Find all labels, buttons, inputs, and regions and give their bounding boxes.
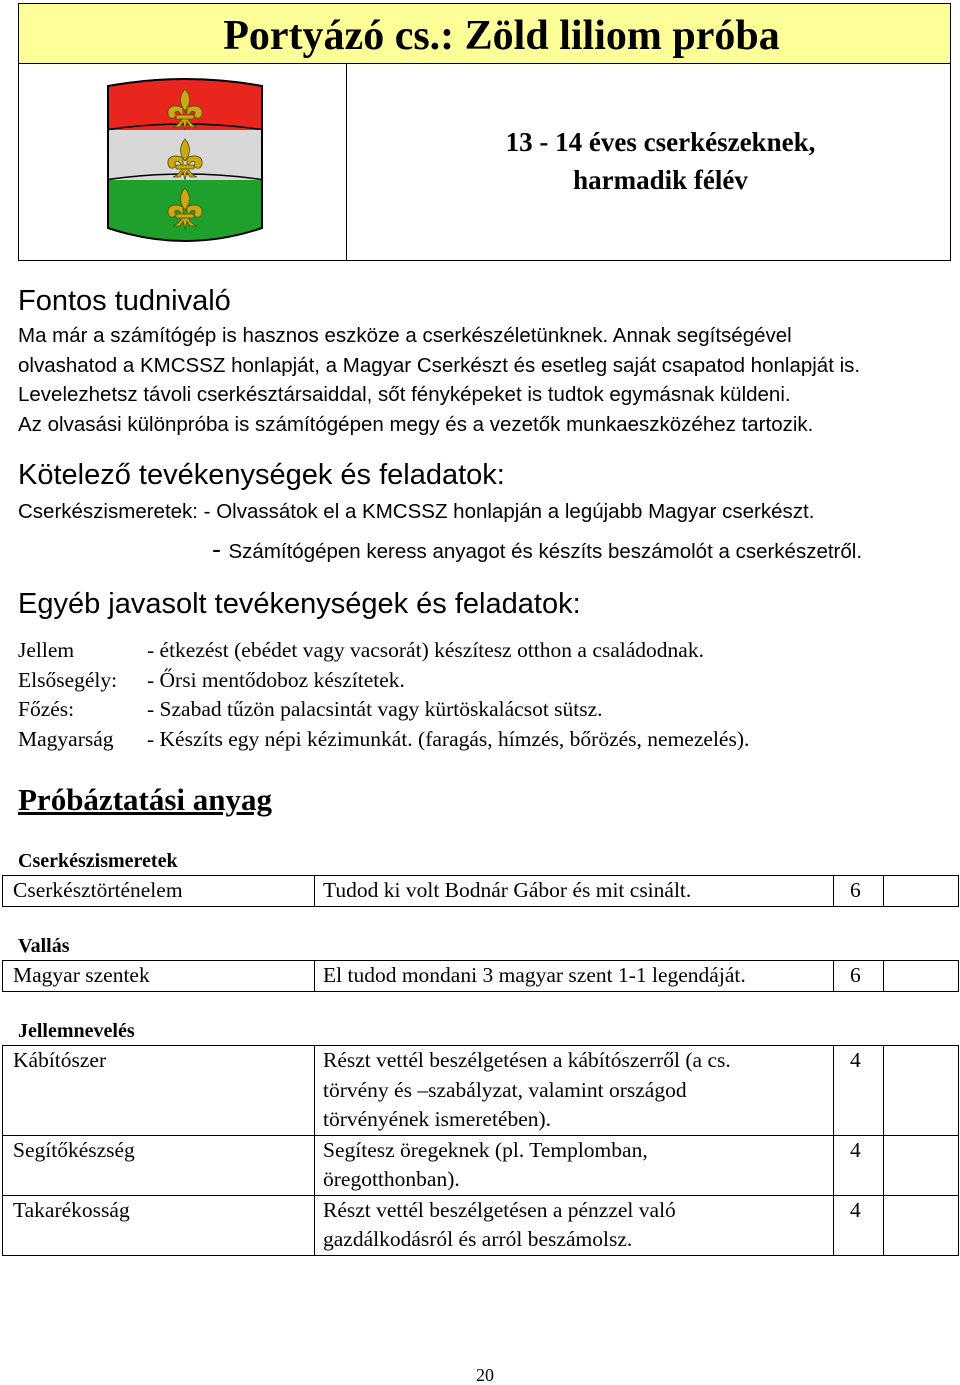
- task-cell: [315, 1195, 834, 1255]
- table-row: [3, 1046, 959, 1136]
- empty-cell: [884, 1135, 959, 1195]
- points-cell: 4: [834, 1135, 884, 1195]
- shield-emblem-icon: [105, 78, 265, 250]
- table-row: [3, 1135, 959, 1195]
- topic-cell: Magyar szentek: [3, 961, 315, 992]
- proba-table-cserkeszismeretek: [2, 875, 959, 907]
- list-item-label: Magyarság: [18, 726, 114, 751]
- fontos-line: olvashatod a KMCSSZ honlapját, a Magyar Cserkészt és esetleg saját csapatod honlapját is.: [18, 353, 861, 377]
- points-cell: 4: [834, 1195, 884, 1255]
- list-item-label: Főzés:: [18, 697, 75, 721]
- proba-table-jellemneveles: [2, 1045, 959, 1256]
- header-table: [18, 64, 951, 261]
- points-cell: 4: [834, 1046, 884, 1136]
- task-line: Segítesz öregeknek (pl. Templomban,: [323, 1137, 648, 1162]
- section-heading-fontos: Fontos tudnivaló: [18, 285, 231, 317]
- topic-cell: Cserkésztörténelem: [3, 876, 315, 907]
- fontos-line: Levelezhetsz távoli cserkésztársaiddal, sőt fényképeket is tudtok egymásnak küldeni.: [18, 383, 791, 406]
- list-item-text: - Szabad tűzön palacsintát vagy kürtöskalácsot sütsz.: [147, 697, 603, 721]
- task-cell: Tudod ki volt Bodnár Gábor és mit csinált.: [315, 876, 834, 907]
- kotelezo-line-2: [212, 535, 862, 566]
- list-item-text: - Őrsi mentődoboz készítetek.: [147, 667, 405, 692]
- list-item-text: - Készíts egy népi kézimunkát. (faragás, hímzés, bőrözés, nemezelés).: [147, 726, 750, 751]
- points-cell: 6: [834, 876, 884, 907]
- task-line: törvényének ismeretében).: [323, 1107, 552, 1131]
- task-cell: [315, 1135, 834, 1195]
- bullet-dash: -: [212, 534, 229, 564]
- empty-cell: [884, 961, 959, 992]
- task-cell: El tudod mondani 3 magyar szent 1-1 legendáját.: [315, 961, 834, 992]
- fontos-line: Ma már a számítógép is hasznos eszköze a cserkészéletünknek. Annak segítségével: [18, 324, 792, 347]
- task-line: törvény és –szabályzat, valamint országod: [323, 1077, 687, 1102]
- kotelezo-line-1: Cserkészismeretek: - Olvassátok el a KMCSSZ honlapján a legújabb Magyar cserkészt.: [18, 500, 815, 523]
- table-row: [3, 961, 959, 992]
- list-item-label: Jellem: [18, 638, 75, 662]
- empty-cell: [884, 1046, 959, 1136]
- proba-table-vallas: [2, 960, 959, 992]
- target-group-cell: [347, 64, 950, 260]
- section-heading-proba: Próbáztatási anyag: [18, 782, 273, 817]
- subsection-heading: Vallás: [18, 935, 70, 957]
- page-number: 20: [476, 1365, 494, 1385]
- topic-cell: Kábítószer: [3, 1046, 315, 1136]
- fontos-paragraph: [18, 321, 860, 439]
- fontos-line: Az olvasási különpróba is számítógépen megy és a vezetők munkaeszközéhez tartozik.: [18, 412, 814, 436]
- task-cell: [315, 1046, 834, 1136]
- emblem-cell: [19, 64, 347, 260]
- title-banner: [18, 3, 951, 64]
- list-item-label: Elsősegély:: [18, 667, 118, 692]
- page-title: Portyázó cs.: Zöld liliom próba: [223, 13, 780, 59]
- task-line: öregotthonban).: [323, 1167, 460, 1191]
- subtitle-line-1: 13 - 14 éves cserkészeknek,: [505, 127, 816, 157]
- list-item-text: - étkezést (ebédet vagy vacsorát) készítesz otthon a családodnak.: [147, 638, 704, 662]
- topic-cell: Takarékosság: [3, 1195, 315, 1255]
- subtitle-line-2: harmadik félév: [573, 165, 748, 195]
- section-heading-kotelezo: Kötelező tevékenységek és feladatok:: [18, 459, 505, 491]
- table-row: [3, 876, 959, 907]
- subsection-heading: Cserkészismeretek: [18, 850, 178, 872]
- section-heading-egyeb: Egyéb javasolt tevékenységek és feladatok:: [18, 588, 581, 620]
- subsection-heading: Jellemnevelés: [18, 1020, 135, 1042]
- task-line: Részt vettél beszélgetésen a pénzzel való: [323, 1197, 676, 1222]
- kotelezo-line-2-text: Számítógépen keress anyagot és készíts beszámolót a cserkészetről.: [228, 540, 863, 563]
- topic-cell: Segítőkészség: [3, 1135, 315, 1195]
- task-line: Részt vettél beszélgetésen a kábítószerről (a cs.: [323, 1048, 731, 1072]
- points-cell: 6: [834, 961, 884, 992]
- empty-cell: [884, 876, 959, 907]
- task-line: gazdálkodásról és arról beszámolsz.: [323, 1227, 633, 1251]
- empty-cell: [884, 1195, 959, 1255]
- table-row: [3, 1195, 959, 1255]
